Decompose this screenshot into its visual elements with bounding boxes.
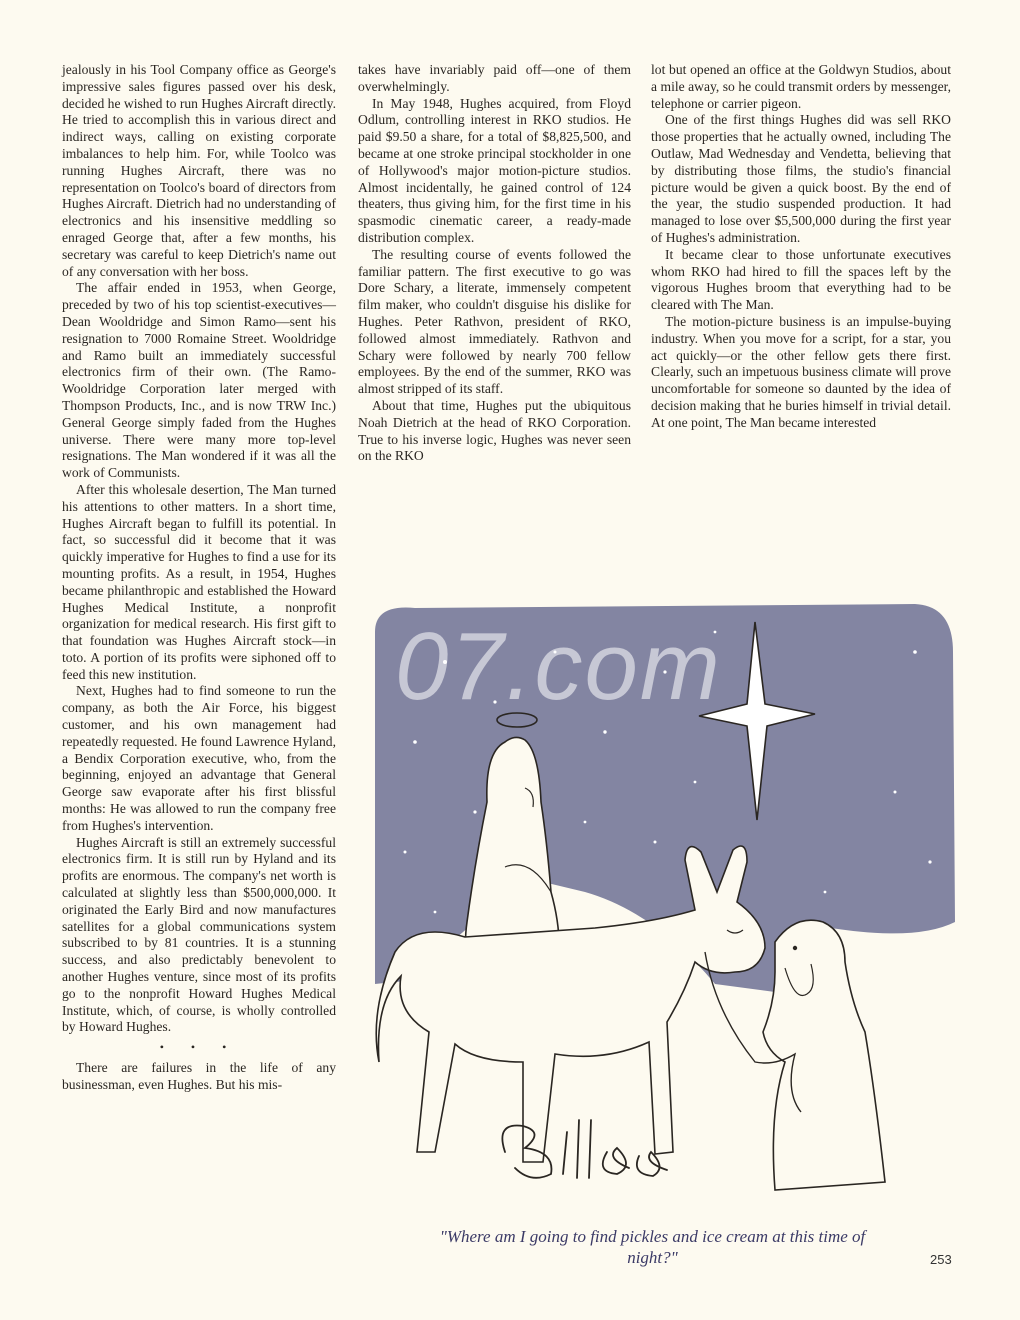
nativity-cartoon-illustration — [355, 592, 960, 1212]
section-break: • • • — [159, 1040, 239, 1055]
paragraph: jealously in his Tool Company office as George's impressive sales figures passed over his desk, decided he wished to run Hughes Aircraft directly. He tried to accomplish this in various direct and indirect ways, calling on existing corporate imbalances to help him. For, while Toolco was running Hughes Aircraft, there was no representation on Toolco's board of directors from Hughes Aircraft. Dietrich had no understanding of electronics and his insensitive meddling so enraged George that, after a few months, his secretary was careful to keep Dietrich's name out of any conversation with her boss. — [62, 62, 336, 279]
paragraph: The affair ended in 1953, when George, preceded by two of his top scientist-executives—Dean Wooldridge and Simon Ramo—sent his resignation to 7000 Romaine Street. Wooldridge and Ramo built an immediately successful electronics firm of their own. (The Ramo-Wooldridge Corporation later merged with Thompson Products, Inc., and is now TRW Inc.) General George simply faded from the Hughes universe. There were many more top-level resignations. The Man wondered if it was all the work of Communists. — [62, 280, 336, 481]
paragraph: The motion-picture business is an impulse-buying industry. When you move for a script, for a star, you act quickly—or the other fellow gets there first. Clearly, such an impetuous business climate will prove uncomfortable for someone so daunted by the idea of decision making that he buries himself in trivial detail. At one point, The Man became interested — [651, 313, 951, 430]
paragraph: In May 1948, Hughes acquired, from Floyd Odlum, controlling interest in RKO studios. He paid $9.50 a share, for a total of $8,825,500, and became at one stroke principal stockholder in one of Hollywood's major motion-picture studios. Almost incidentally, he gained control of 124 theaters, thus giving him, for the first time in his spasmodic cinematic career, a ready-made distribution complex. — [358, 95, 631, 245]
watermark: 07.com — [395, 613, 722, 720]
article-column-1 — [62, 62, 336, 1094]
page-number: 253 — [930, 1252, 952, 1267]
paragraph: There are failures in the life of any businessman, even Hughes. But his mis- — [62, 1060, 336, 1093]
article-column-3 — [651, 62, 951, 432]
paragraph: lot but opened an office at the Goldwyn Studios, about a mile away, so he could transmit orders by messenger, telephone or carrier pigeon. — [651, 62, 951, 111]
paragraph: One of the first things Hughes did was sell RKO those properties that he actually owned, including The Outlaw, Mad Wednesday and Vendetta, believing that by distributing those films, the studio's financial picture would be given a quick boost. By the end of the year, the studio suspended production. It had managed to lose over $5,500,000 during the first year of Hughes's administration. — [651, 112, 951, 245]
paragraph: About that time, Hughes put the ubiquitous Noah Dietrich at the head of RKO Corporation. True to his inverse logic, Hughes was never seen on the RKO — [358, 397, 631, 464]
paragraph: takes have invariably paid off—one of them overwhelmingly. — [358, 62, 631, 94]
paragraph: Hughes Aircraft is still an extremely successful electronics firm. It is still run by Hyland and its profits are enormous. The company's net worth is calculated at slightly less than $500,000,000. It originated the Early Bird and now manufactures satellites for a global communications system subscribed to by 81 countries. It is a stunning success, and also predictably benevolent to another Hughes venture, since most of its profits go to the nonprofit Howard Hughes Medical Institute, which, of course, is wholly controlled by Howard Hughes. — [62, 834, 336, 1035]
cartoon-caption: "Where am I going to find pickles and ice cream at this time of night?" — [439, 1227, 866, 1267]
paragraph: After this wholesale desertion, The Man turned his attentions to other matters. In a short time, Hughes Aircraft began to fulfill its potential. In fact, so successful did it become that it was quickly imperative for Hughes to find a use for its mounting profits. As a result, in 1954, Hughes became philanthropic and established the Howard Hughes Medical Institute, a nonprofit organization for medical research. His first gift to that foundation was Hughes Aircraft stock—in toto. A portion of its profits were siphoned off to feed this new institution. — [62, 481, 336, 682]
article-column-2 — [358, 62, 631, 465]
paragraph: Next, Hughes had to find someone to run the company, as both the Air Force, his biggest customer, and his own management had repeatedly requested. He found Lawrence Hyland, a Bendix Corporation executive, who, from the beginning, enjoyed an advantage that General George saw evaporate after his first blissful months: He was allowed to run the company free from Hughes's intervention. — [62, 683, 336, 833]
joseph-figure — [763, 920, 885, 1190]
paragraph: The resulting course of events followed the familiar pattern. The first executive to go was Dore Schary, a literate, immensely competent film maker, who couldn't disguise his dislike for Hughes. Peter Rathvon, president of RKO, followed almost immediately. Rathvon and Schary were followed by nearly 700 fellow employees. By the end of the summer, RKO was almost stripped of its staff. — [358, 246, 631, 397]
paragraph: It became clear to those unfortunate executives whom RKO had hired to fill the spaces left by the vigorous Hughes broom that everything had to be cleared with The Man. — [651, 246, 951, 313]
